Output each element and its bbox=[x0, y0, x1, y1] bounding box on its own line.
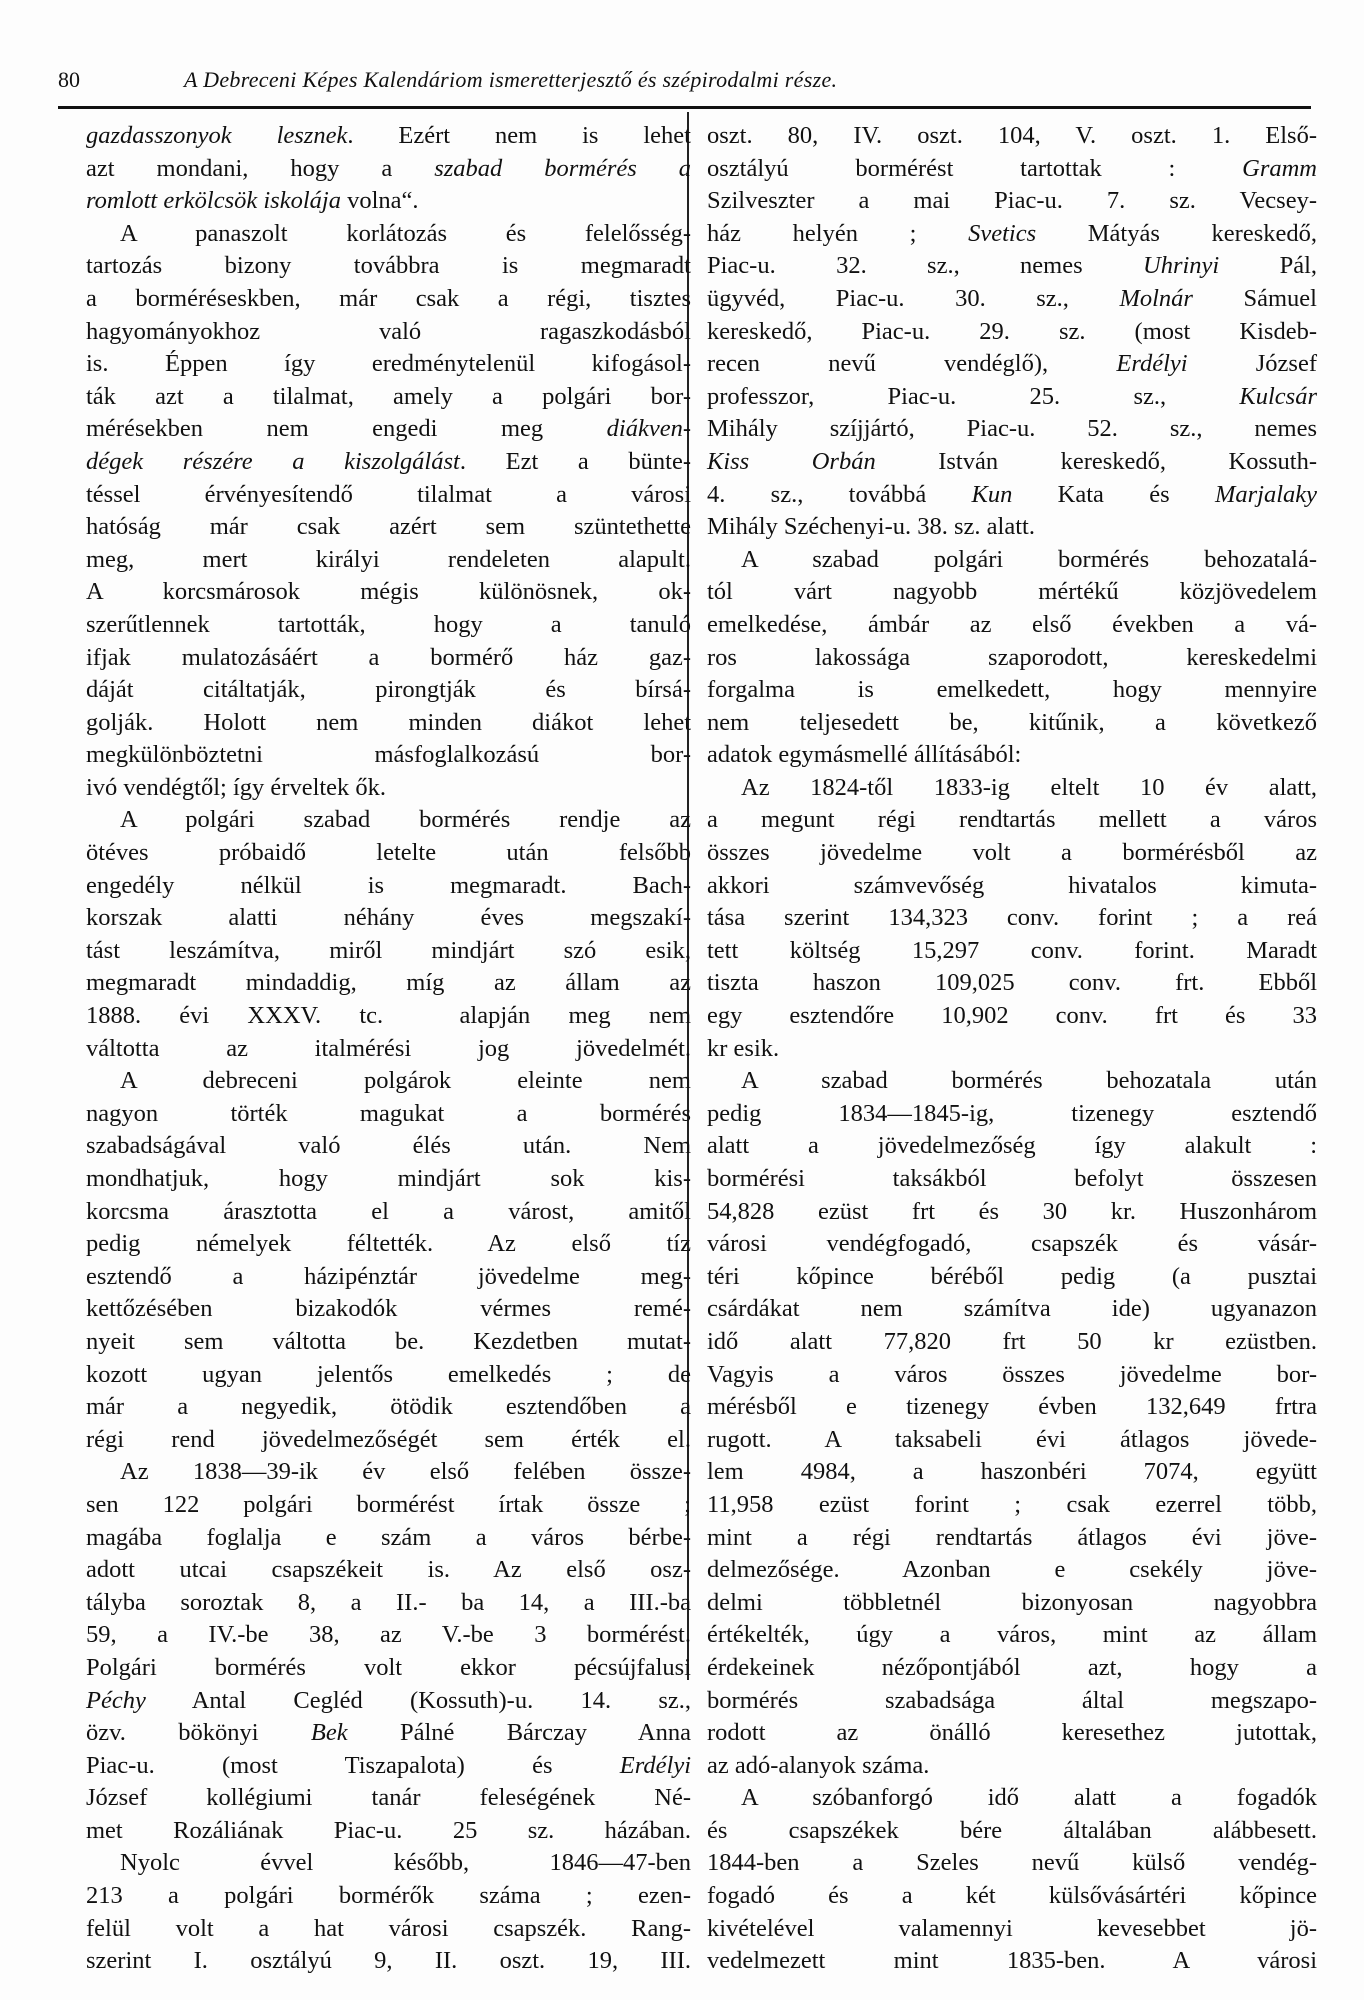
text-line bbox=[86, 120, 691, 153]
text-line bbox=[86, 1587, 691, 1620]
text-line bbox=[86, 967, 691, 1000]
text-segment: forgalma is emelkedett, hogy mennyire bbox=[707, 676, 1317, 704]
text-line bbox=[707, 1196, 1317, 1229]
text-line bbox=[86, 1000, 691, 1033]
text-line bbox=[86, 1489, 691, 1522]
text-line bbox=[86, 1880, 691, 1913]
text-line bbox=[707, 1000, 1317, 1033]
text-line bbox=[86, 772, 691, 805]
text-line bbox=[707, 1880, 1317, 1913]
text-line bbox=[707, 1945, 1317, 1978]
text-segment: azt mondani, hogy a bbox=[86, 154, 435, 182]
text-line bbox=[86, 935, 691, 968]
text-segment: váltotta az italmérési jog jövedelmét. bbox=[86, 1034, 691, 1062]
text-line bbox=[707, 1065, 1317, 1098]
text-segment: adatok egymásmellé állításából: bbox=[707, 741, 1022, 769]
right-column bbox=[707, 120, 1317, 1978]
text-line bbox=[86, 1359, 691, 1392]
text-segment: Pálné Bárczay Anna bbox=[347, 1719, 691, 1747]
text-segment: 54,828 ezüst frt és 30 kr. Huszonhárom bbox=[707, 1197, 1317, 1225]
text-line bbox=[86, 544, 691, 577]
text-segment: 4. sz., továbbá bbox=[707, 480, 972, 508]
text-segment: idő alatt 77,820 frt 50 kr ezüstben. bbox=[707, 1327, 1317, 1355]
text-segment: emelkedése, ámbár az első években a vá- bbox=[707, 610, 1317, 638]
text-segment: osztályú bormérést tartottak : bbox=[707, 154, 1243, 182]
text-segment: sen 122 polgári bormérést írtak össze ; bbox=[86, 1490, 691, 1518]
italic-text: Marjalaky bbox=[1214, 480, 1317, 508]
text-segment: mondhatjuk, hogy mindjárt sok kis- bbox=[86, 1165, 691, 1192]
text-line bbox=[86, 218, 691, 251]
text-line bbox=[707, 1130, 1317, 1163]
text-segment: tályba soroztak 8, a II.- ba 14, a III.-ba bbox=[86, 1588, 691, 1616]
text-line bbox=[707, 283, 1317, 316]
text-segment: A szóbanforgó idő alatt a fogadók bbox=[741, 1784, 1317, 1812]
text-line bbox=[86, 1619, 691, 1652]
text-segment: a megunt régi rendtartás mellett a város bbox=[707, 806, 1317, 834]
text-line bbox=[86, 1717, 691, 1750]
text-segment: 1888. évi XXXV. tc. alapján meg nem bbox=[86, 1002, 691, 1030]
text-line bbox=[707, 1782, 1317, 1815]
text-line bbox=[86, 1424, 691, 1457]
text-line bbox=[707, 413, 1317, 446]
text-line bbox=[86, 1098, 691, 1131]
text-line bbox=[86, 283, 691, 316]
text-line bbox=[707, 1847, 1317, 1880]
text-line bbox=[86, 1652, 691, 1685]
text-line bbox=[86, 153, 691, 186]
text-segment: városi vendégfogadó, csapszék és vásár- bbox=[707, 1230, 1317, 1258]
text-line bbox=[86, 185, 691, 218]
text-line bbox=[707, 153, 1317, 186]
italic-text: dégek részére a kiszolgálást bbox=[86, 447, 460, 475]
text-line bbox=[707, 935, 1317, 968]
italic-text: Péchy bbox=[86, 1686, 146, 1714]
italic-text: Erdélyi bbox=[1116, 350, 1188, 378]
text-line bbox=[707, 967, 1317, 1000]
text-line bbox=[86, 642, 691, 675]
text-line bbox=[86, 1391, 691, 1424]
text-segment: kivételével valamennyi kevesebbet jö- bbox=[707, 1914, 1317, 1942]
text-segment: lem 4984, a haszonbéri 7074, együtt bbox=[707, 1458, 1317, 1486]
text-segment: oszt. 80, IV. oszt. 104, V. oszt. 1. Első- bbox=[707, 122, 1317, 149]
text-line bbox=[707, 1098, 1317, 1131]
text-line bbox=[86, 1163, 691, 1196]
text-segment: értékelték, úgy a város, mint az állam bbox=[707, 1621, 1317, 1649]
text-segment: kr esik. bbox=[707, 1034, 780, 1062]
text-segment: tiszta haszon 109,025 conv. frt. Ebből bbox=[707, 969, 1317, 997]
text-segment: engedély nélkül is megmaradt. Bach- bbox=[86, 871, 691, 899]
text-segment: Antal Cegléd (Kossuth)-u. 14. sz., bbox=[145, 1686, 691, 1714]
text-segment: József kollégiumi tanár feleségének Né- bbox=[86, 1784, 691, 1812]
text-line bbox=[86, 348, 691, 381]
text-line bbox=[707, 1619, 1317, 1652]
text-segment: hagyományokhoz való ragaszkodásból bbox=[86, 317, 691, 345]
text-segment: tól várt nagyobb mértékű közjövedelem bbox=[707, 578, 1317, 606]
text-segment: ták azt a tilalmat, amely a polgári bor- bbox=[86, 382, 691, 410]
text-line bbox=[707, 1228, 1317, 1261]
text-line bbox=[86, 250, 691, 283]
text-line bbox=[86, 1750, 691, 1783]
text-line bbox=[86, 1522, 691, 1555]
text-segment: megkülönböztetni másfoglalkozású bor- bbox=[86, 741, 691, 769]
text-line bbox=[707, 870, 1317, 903]
text-line bbox=[86, 1261, 691, 1294]
text-line bbox=[86, 1913, 691, 1946]
header-rule bbox=[58, 106, 1311, 109]
text-segment: ügyvéd, Piac-u. 30. sz., bbox=[707, 284, 1120, 312]
text-segment: nem teljesedett be, kitűnik, a következő bbox=[707, 708, 1317, 736]
text-segment: magába foglalja e szám a város bérbe- bbox=[86, 1523, 691, 1551]
text-line bbox=[707, 381, 1317, 414]
text-segment: téri kőpince béréből pedig (a pusztai bbox=[707, 1262, 1317, 1290]
text-line bbox=[86, 413, 691, 446]
text-line bbox=[707, 1359, 1317, 1392]
text-segment: ifjak mulatozásáért a bormérő ház gaz- bbox=[86, 643, 691, 671]
text-line bbox=[707, 739, 1317, 772]
text-segment: Piac-u. 32. sz., nemes bbox=[707, 252, 1143, 280]
text-segment: rodott az önálló keresethez jutottak, bbox=[707, 1719, 1317, 1747]
text-segment: tása szerint 134,323 conv. forint ; a reá bbox=[707, 904, 1317, 932]
text-segment: Mihály Széchenyi-u. 38. sz. alatt. bbox=[707, 513, 1035, 541]
text-segment: tartozás bizony továbbra is megmaradt bbox=[86, 252, 691, 280]
text-segment: ötéves próbaidő letelte után felsőbb bbox=[86, 839, 691, 867]
italic-text: Molnár bbox=[1119, 284, 1193, 312]
text-line bbox=[707, 250, 1317, 283]
text-segment: a borméréseskben, már csak a régi, tisztes bbox=[86, 284, 691, 312]
text-line bbox=[707, 1293, 1317, 1326]
text-line bbox=[86, 1782, 691, 1815]
text-line bbox=[707, 772, 1317, 805]
text-segment: Az 1838—39-ik év első felében össze- bbox=[120, 1458, 691, 1486]
text-line bbox=[707, 1424, 1317, 1457]
text-segment: tást leszámítva, miről mindjárt szó esik, bbox=[86, 936, 691, 964]
text-line bbox=[707, 1033, 1317, 1066]
text-line bbox=[707, 1587, 1317, 1620]
text-line bbox=[707, 479, 1317, 512]
text-line bbox=[86, 870, 691, 903]
text-line bbox=[707, 316, 1317, 349]
text-segment: A korcsmárosok mégis különösnek, ok- bbox=[86, 578, 691, 606]
text-segment: Mihály szíjjártó, Piac-u. 52. sz., nemes bbox=[707, 415, 1317, 443]
text-segment: érdekeinek nézőpontjából azt, hogy a bbox=[707, 1653, 1317, 1681]
text-line bbox=[707, 185, 1317, 218]
text-segment: Sámuel bbox=[1192, 284, 1317, 312]
text-line bbox=[86, 316, 691, 349]
italic-text: Bek bbox=[310, 1719, 348, 1747]
italic-text: Erdélyi bbox=[619, 1751, 691, 1779]
text-segment: delmezősége. Azonban e csekély jöve- bbox=[707, 1556, 1317, 1584]
text-segment: korcsma árasztotta el a várost, amitől bbox=[86, 1197, 691, 1225]
text-segment: Polgári bormérés volt ekkor pécsújfalusi bbox=[86, 1653, 691, 1681]
text-line bbox=[86, 1456, 691, 1489]
text-line bbox=[707, 1326, 1317, 1359]
text-line bbox=[707, 1489, 1317, 1522]
text-line bbox=[86, 804, 691, 837]
text-line bbox=[86, 446, 691, 479]
text-segment: fogadó és a két külsővásártéri kőpince bbox=[707, 1882, 1317, 1910]
text-segment: A polgári szabad bormérés rendje az bbox=[120, 806, 691, 834]
italic-text: gazdasszonyok lesznek bbox=[86, 122, 348, 149]
text-segment: kettőzésében bizakodók vérmes remé- bbox=[86, 1295, 691, 1323]
text-segment: is. Éppen így eredménytelenül kifogásol- bbox=[86, 350, 691, 378]
text-segment: bormérés szabadsága által megszapo- bbox=[707, 1686, 1317, 1714]
text-line bbox=[707, 1750, 1317, 1783]
text-line bbox=[707, 1685, 1317, 1718]
text-segment: delmi többletnél bizonyosan nagyobbra bbox=[707, 1588, 1317, 1616]
text-segment: met Rozáliának Piac-u. 25 sz. házában. bbox=[86, 1816, 691, 1844]
text-segment: Az 1824-től 1833-ig eltelt 10 év alatt, bbox=[741, 773, 1317, 801]
text-segment: 59, a IV.-be 38, az V.-be 3 bormérést. bbox=[86, 1621, 691, 1649]
text-line bbox=[707, 642, 1317, 675]
text-line bbox=[707, 1261, 1317, 1294]
text-line bbox=[86, 1130, 691, 1163]
text-segment: István kereskedő, Kossuth- bbox=[875, 447, 1317, 475]
italic-text: Gramm bbox=[1242, 154, 1317, 182]
text-segment: szerint I. osztályú 9, II. oszt. 19, III. bbox=[86, 1947, 691, 1975]
text-segment: A panaszolt korlátozás és felelősség- bbox=[120, 219, 691, 247]
text-segment: Kata és bbox=[1012, 480, 1215, 508]
text-segment: régi rend jövedelmezőségét sem érték el. bbox=[86, 1425, 691, 1453]
text-segment: tett költség 15,297 conv. forint. Maradt bbox=[707, 936, 1317, 964]
text-segment: A szabad bormérés behozatala után bbox=[741, 1067, 1317, 1095]
text-segment: mérésekben nem engedi meg bbox=[86, 415, 607, 443]
text-segment: özv. bökönyi bbox=[86, 1719, 311, 1747]
text-segment: adott utcai csapszékeit is. Az első osz- bbox=[86, 1556, 691, 1584]
text-segment: recen nevű vendéglő), bbox=[707, 350, 1117, 378]
text-line bbox=[707, 1391, 1317, 1424]
text-line bbox=[707, 1456, 1317, 1489]
text-segment: Pál, bbox=[1219, 252, 1318, 280]
text-segment: már a negyedik, ötödik esztendőben a bbox=[86, 1393, 691, 1421]
text-line bbox=[707, 1522, 1317, 1555]
text-line bbox=[86, 1196, 691, 1229]
text-line bbox=[86, 479, 691, 512]
text-line bbox=[86, 1033, 691, 1066]
text-line bbox=[707, 1717, 1317, 1750]
text-segment: összes jövedelme volt a bormérésből az bbox=[707, 839, 1317, 867]
text-segment: felül volt a hat városi csapszék. Rang- bbox=[86, 1914, 691, 1942]
text-line bbox=[707, 609, 1317, 642]
text-segment: . Ezt a bünte- bbox=[459, 447, 691, 475]
text-segment: A szabad polgári bormérés behozatalá- bbox=[741, 545, 1317, 573]
text-line bbox=[86, 1326, 691, 1359]
text-segment: alatt a jövedelmezőség így alakult : bbox=[707, 1132, 1317, 1160]
text-line bbox=[86, 1554, 691, 1587]
text-line bbox=[86, 381, 691, 414]
text-line bbox=[707, 120, 1317, 153]
text-segment: Mátyás kereskedő, bbox=[1036, 219, 1317, 247]
text-segment: szerűtlennek tartották, hogy a tanuló bbox=[86, 610, 691, 638]
text-segment: 1844-ben a Szeles nevű külső vendég- bbox=[707, 1849, 1317, 1877]
text-segment: hatóság már csak azért sem szüntethette bbox=[86, 513, 691, 541]
text-segment: nagyon törték magukat a bormérés bbox=[86, 1099, 691, 1127]
text-segment: mint a régi rendtartás átlagos évi jöve- bbox=[707, 1523, 1317, 1551]
text-segment: ivó vendégtől; így érveltek ők. bbox=[86, 773, 387, 801]
text-line bbox=[86, 609, 691, 642]
text-line bbox=[707, 1163, 1317, 1196]
text-line bbox=[707, 1815, 1317, 1848]
text-segment: meg, mert királyi rendeleten alapult. bbox=[86, 545, 691, 573]
italic-text: Kun bbox=[971, 480, 1013, 508]
text-segment: rugott. A taksabeli évi átlagos jövede- bbox=[707, 1425, 1317, 1453]
text-segment: mérésből e tizenegy évben 132,649 frtra bbox=[707, 1393, 1317, 1421]
italic-text: Kiss Orbán bbox=[707, 447, 876, 475]
page-number: 80 bbox=[58, 67, 80, 92]
text-segment: pedig 1834—1845-ig, tizenegy esztendő bbox=[707, 1099, 1317, 1127]
text-segment: téssel érvényesítendő tilalmat a városi bbox=[86, 480, 691, 508]
text-line bbox=[707, 1554, 1317, 1587]
text-line bbox=[707, 446, 1317, 479]
text-line bbox=[707, 674, 1317, 707]
text-segment: egy esztendőre 10,902 conv. frt és 33 bbox=[707, 1002, 1317, 1030]
text-segment: volna“. bbox=[340, 187, 419, 215]
text-line bbox=[707, 544, 1317, 577]
text-line bbox=[86, 739, 691, 772]
italic-text: Kulcsár bbox=[1239, 382, 1317, 410]
text-line bbox=[707, 707, 1317, 740]
running-header bbox=[58, 62, 1308, 98]
italic-text: romlott erkölcsök iskolája bbox=[86, 187, 341, 215]
italic-text: Uhrinyi bbox=[1143, 252, 1220, 280]
text-line bbox=[707, 1913, 1317, 1946]
text-segment: vedelmezett mint 1835-ben. A városi bbox=[707, 1947, 1317, 1975]
text-line bbox=[707, 902, 1317, 935]
text-segment: Vagyis a város összes jövedelme bor- bbox=[707, 1360, 1317, 1388]
text-segment: bormérési taksákból befolyt összesen bbox=[707, 1165, 1317, 1192]
text-line bbox=[86, 1685, 691, 1718]
text-line bbox=[86, 1293, 691, 1326]
text-segment: szabadságával való élés után. Nem bbox=[86, 1132, 691, 1160]
text-segment: megmaradt mindaddig, míg az állam az bbox=[86, 969, 691, 997]
text-segment: József bbox=[1187, 350, 1317, 378]
text-line bbox=[707, 1652, 1317, 1685]
text-line bbox=[86, 674, 691, 707]
text-segment: akkori számvevőség hivatalos kimuta- bbox=[707, 871, 1317, 899]
text-segment: Szilveszter a mai Piac-u. 7. sz. Vecsey- bbox=[707, 187, 1317, 215]
text-segment: 213 a polgári bormérők száma ; ezen- bbox=[86, 1882, 691, 1910]
text-line bbox=[707, 348, 1317, 381]
text-line bbox=[86, 902, 691, 935]
italic-text: szabad bormérés a bbox=[434, 154, 691, 182]
text-line bbox=[707, 511, 1317, 544]
text-segment: professzor, Piac-u. 25. sz., bbox=[707, 382, 1240, 410]
text-segment: kozott ugyan jelentős emelkedés ; de bbox=[86, 1360, 691, 1388]
running-title: A Debreceni Képes Kalendáriom ismeretterjesztő és szépirodalmi része. bbox=[184, 67, 838, 92]
text-line bbox=[86, 1065, 691, 1098]
text-line bbox=[86, 576, 691, 609]
text-segment: az adó-alanyok száma. bbox=[707, 1751, 930, 1779]
left-column bbox=[86, 120, 691, 1978]
text-segment: Piac-u. (most Tiszapalota) és bbox=[86, 1751, 620, 1779]
italic-text: diákven- bbox=[606, 415, 691, 443]
text-line bbox=[86, 1847, 691, 1880]
text-segment: dáját citáltatják, pirongtják és bírsá- bbox=[86, 676, 691, 704]
text-line bbox=[707, 218, 1317, 251]
text-line bbox=[86, 837, 691, 870]
text-line bbox=[86, 1815, 691, 1848]
text-segment: golják. Holott nem minden diákot lehet bbox=[86, 708, 691, 736]
text-segment: csárdákat nem számítva ide) ugyanazon bbox=[707, 1295, 1317, 1323]
text-segment: ros lakossága szaporodott, kereskedelmi bbox=[707, 643, 1317, 671]
text-segment: nyeit sem váltotta be. Kezdetben mutat- bbox=[86, 1327, 691, 1355]
text-segment: A debreceni polgárok eleinte nem bbox=[120, 1067, 691, 1095]
text-segment: kereskedő, Piac-u. 29. sz. (most Kisdeb- bbox=[707, 317, 1317, 345]
text-line bbox=[707, 576, 1317, 609]
text-segment: korszak alatti néhány éves megszakí- bbox=[86, 904, 691, 932]
text-segment: 11,958 ezüst forint ; csak ezerrel több, bbox=[707, 1490, 1317, 1518]
text-line bbox=[86, 1228, 691, 1261]
text-segment: ház helyén ; bbox=[707, 219, 969, 247]
text-segment: és csapszékek bére általában alábbesett. bbox=[707, 1816, 1317, 1844]
text-line bbox=[86, 707, 691, 740]
text-line bbox=[707, 804, 1317, 837]
text-segment: . Ezért nem is lehet bbox=[347, 122, 691, 149]
text-segment: Nyolc évvel később, 1846—47-ben bbox=[120, 1849, 691, 1877]
text-line bbox=[707, 837, 1317, 870]
text-line bbox=[86, 1945, 691, 1978]
text-line bbox=[86, 511, 691, 544]
text-segment: esztendő a házipénztár jövedelme meg- bbox=[86, 1262, 691, 1290]
text-segment: pedig némelyek féltették. Az első tíz bbox=[86, 1230, 691, 1258]
italic-text: Svetics bbox=[968, 219, 1037, 247]
